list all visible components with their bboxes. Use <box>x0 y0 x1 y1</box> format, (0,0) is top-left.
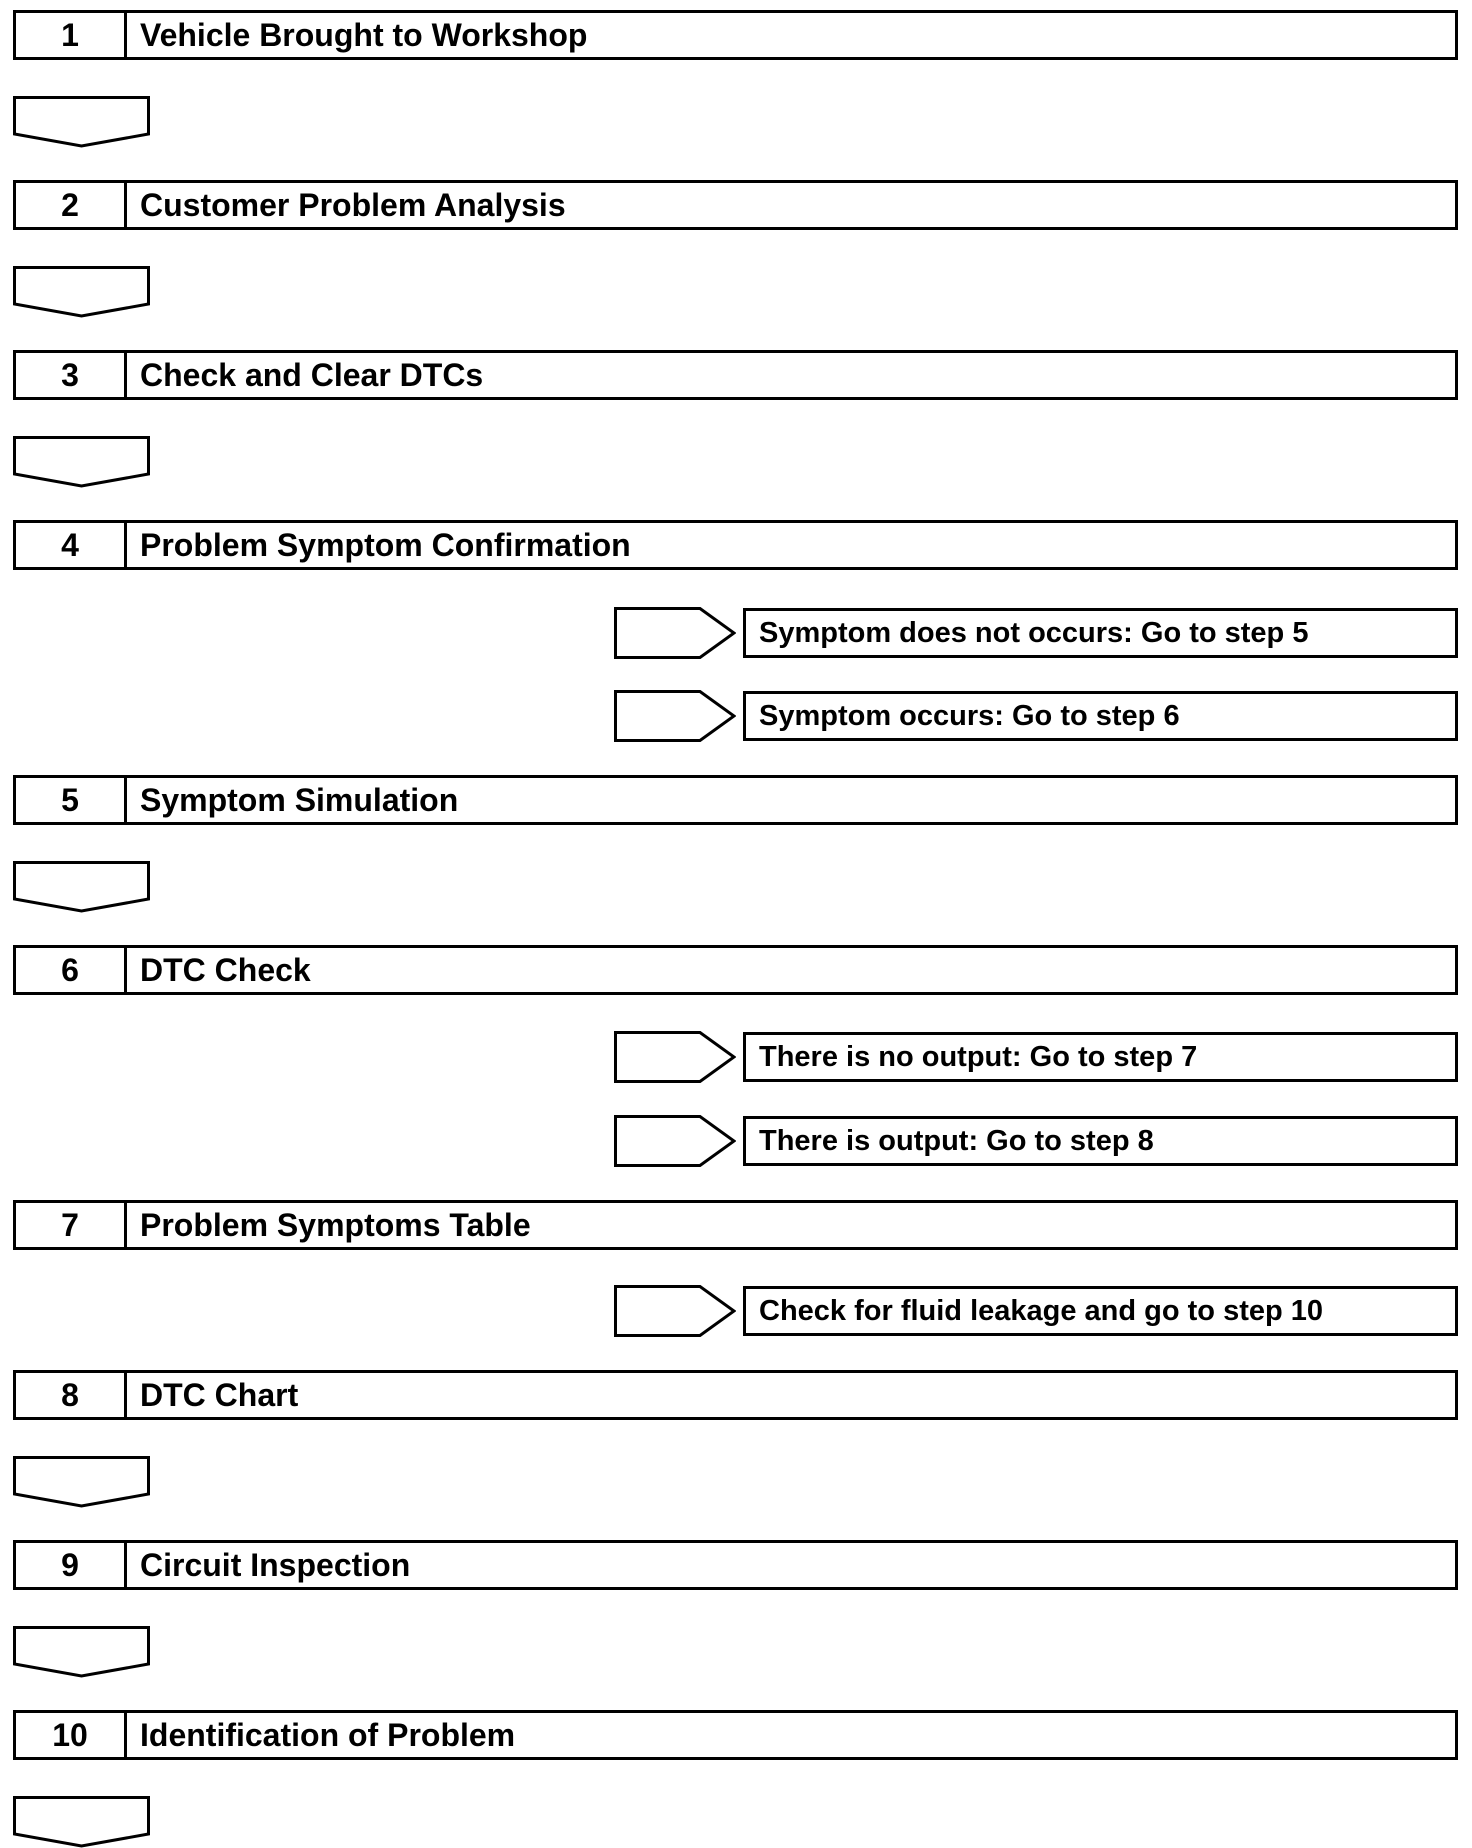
down-arrow-icon <box>13 1796 150 1848</box>
step-8-box <box>13 1370 1458 1420</box>
step-number: 5 <box>16 778 127 822</box>
step-2-box <box>13 180 1458 230</box>
step-title: Problem Symptoms Table <box>140 1206 531 1243</box>
down-arrow-icon <box>13 436 150 488</box>
down-arrow-icon <box>13 861 150 913</box>
step-1-box <box>13 10 1458 60</box>
step-title: Check and Clear DTCs <box>140 356 484 393</box>
step-number: 1 <box>16 13 127 57</box>
right-arrow-icon <box>614 1285 736 1337</box>
step-4-box <box>13 520 1458 570</box>
step-number: 9 <box>16 1543 127 1587</box>
step-3-box <box>13 350 1458 400</box>
step-9-box <box>13 1540 1458 1590</box>
step-title: DTC Check <box>140 951 311 988</box>
step-title: Vehicle Brought to Workshop <box>140 16 588 53</box>
step-title: Circuit Inspection <box>140 1546 411 1583</box>
step-number: 4 <box>16 523 127 567</box>
down-arrow-icon <box>13 266 150 318</box>
step-title: Customer Problem Analysis <box>140 186 566 223</box>
down-arrow-icon <box>13 1626 150 1678</box>
step-number: 8 <box>16 1373 127 1417</box>
right-arrow-icon <box>614 1115 736 1167</box>
step-number: 7 <box>16 1203 127 1247</box>
step-number: 3 <box>16 353 127 397</box>
step-title: Symptom Simulation <box>140 781 459 818</box>
step-title: Problem Symptom Confirmation <box>140 526 631 563</box>
step-6-box <box>13 945 1458 995</box>
step-5-box <box>13 775 1458 825</box>
branch-symptom-occurs: Symptom occurs: Go to step 6 <box>743 691 1458 741</box>
branch-output: There is output: Go to step 8 <box>743 1116 1458 1166</box>
right-arrow-icon <box>614 1031 736 1083</box>
step-title: DTC Chart <box>140 1376 299 1413</box>
step-10-box <box>13 1710 1458 1760</box>
step-7-box <box>13 1200 1458 1250</box>
down-arrow-icon <box>13 96 150 148</box>
right-arrow-icon <box>614 690 736 742</box>
down-arrow-icon <box>13 1456 150 1508</box>
right-arrow-icon <box>614 607 736 659</box>
step-number: 2 <box>16 183 127 227</box>
branch-fluid-leakage: Check for fluid leakage and go to step 10 <box>743 1286 1458 1336</box>
step-title: Identification of Problem <box>140 1716 516 1753</box>
branch-symptom-not-occurs: Symptom does not occurs: Go to step 5 <box>743 608 1458 658</box>
branch-no-output: There is no output: Go to step 7 <box>743 1032 1458 1082</box>
step-number: 6 <box>16 948 127 992</box>
step-number: 10 <box>16 1713 127 1757</box>
